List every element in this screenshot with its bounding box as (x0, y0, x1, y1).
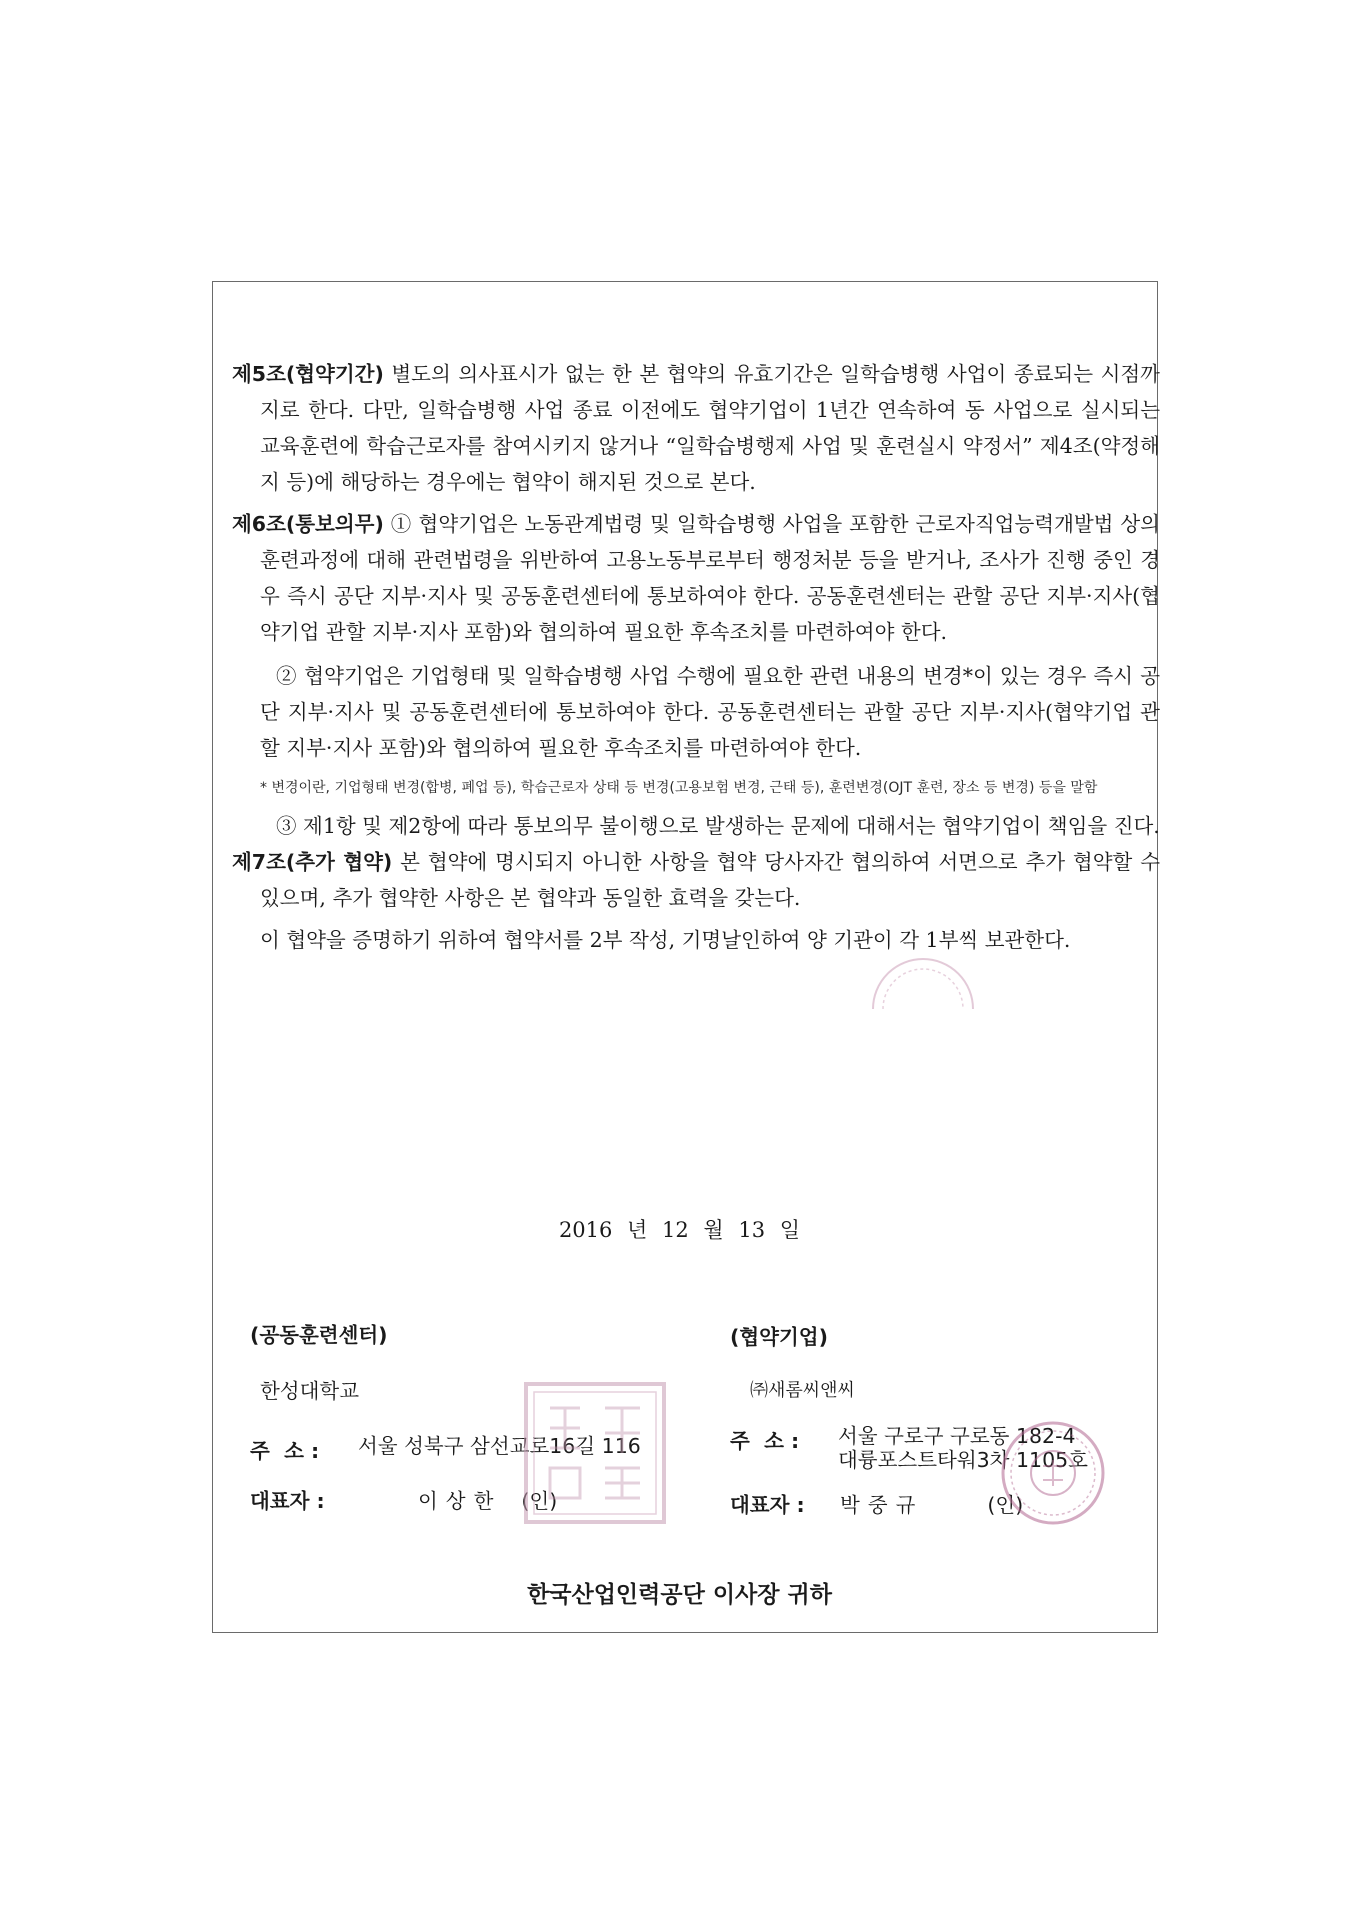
article-6-clause-1: ① 협약기업은 노동관계법령 및 일학습병행 사업을 포함한 근로자직업능력개발법 상의 훈련과정에 대해 관련법령을 위반하여 고용노동부로부터 행정처분 등을 받거나, 조사가 진행 중인 경우 즉시 공단 지부·지사 및 공동훈련센터에 통보하여야 한다. 공동훈련센터는 관할 공단 지부·지사(협약기업 관할 지부·지사 포함)와 협의하여 필요한 후속조치를 마련하여야 한다. (260, 512, 1160, 644)
agreement-body (232, 356, 1160, 958)
party-left-seal-mark: (인) (521, 1489, 558, 1513)
article-7-body: 본 협약에 명시되지 아니한 사항을 협약 당사자간 협의하여 서면으로 추가 협약할 수 있으며, 추가 협약한 사항은 본 협약과 동일한 효력을 갖는다. (260, 850, 1160, 910)
article-7-title: 제7조(추가 협약) (232, 850, 393, 874)
article-6-clause-3: ③ 제1항 및 제2항에 따라 통보의무 불이행으로 발생하는 문제에 대해서는 협약기업이 책임을 진다. (276, 814, 1160, 838)
party-left-heading: (공동훈련센터) (250, 1323, 388, 1347)
party-right-name: ㈜새롬씨앤씨 (750, 1380, 855, 1401)
party-left-address: 서울 성북구 삼선교로16길 116 (358, 1434, 641, 1458)
closing-statement: 이 협약을 증명하기 위하여 협약서를 2부 작성, 기명날인하여 양 기관이 각 1부씩 보관한다. (260, 928, 1071, 952)
party-left-name: 한성대학교 (260, 1379, 360, 1403)
article-5 (232, 356, 1160, 500)
party-left-address-label: 주 소 : (250, 1439, 320, 1463)
article-7 (232, 844, 1160, 916)
left-square-seal (520, 1378, 670, 1528)
party-left-rep-name: 이상한 (418, 1489, 502, 1513)
party-right-address-line-1: 서울 구로구 구로동 182-4 (838, 1424, 1076, 1448)
addressee: 한국산업인력공단 이사장 귀하 (527, 1582, 832, 1608)
party-right-seal-mark: (인) (987, 1493, 1024, 1517)
article-6 (232, 506, 1160, 650)
party-left-rep-label: 대표자 : (250, 1489, 325, 1513)
party-right-address-line-2: 대륭포스트타워3차 1105호 (838, 1448, 1088, 1472)
article-6-footnote: * 변경이란, 기업형태 변경(합병, 폐업 등), 학습근로자 상태 등 변경(고용보험 변경, 근태 등), 훈련변경(OJT 훈련, 장소 등 변경) 등을 말함 (260, 780, 1098, 796)
right-round-seal (998, 1418, 1108, 1528)
party-right-heading: (협약기업) (730, 1325, 828, 1349)
faint-seal-mark (868, 954, 978, 1014)
article-6-clause-2: ② 협약기업은 기업형태 및 일학습병행 사업 수행에 필요한 관련 내용의 변경*이 있는 경우 즉시 공단 지부·지사 및 공동훈련센터에 통보하여야 한다. 공동훈련센터는 관할 공단 지부·지사(협약기업 관할 지부·지사 포함)와 협의하여 필요한 후속조치를 마련하여야 한다. (260, 664, 1160, 760)
article-5-body: 별도의 의사표시가 없는 한 본 협약의 유효기간은 일학습병행 사업이 종료되는 시점까지로 한다. 다만, 일학습병행 사업 종료 이전에도 협약기업이 1년간 연속하여 동 사업으로 실시되는 교육훈련에 학습근로자를 참여시키지 않거나 “일학습병행제 사업 및 훈련실시 약정서” 제4조(약정해지 등)에 해당하는 경우에는 협약이 해지된 것으로 본다. (260, 362, 1160, 494)
party-right-rep-name: 박중규 (840, 1493, 924, 1517)
party-right-address-label: 주 소 : (730, 1429, 800, 1453)
article-6-title: 제6조(통보의무) (232, 512, 384, 536)
party-right-rep-label: 대표자 : (730, 1493, 805, 1517)
article-5-title: 제5조(협약기간) (232, 362, 384, 386)
agreement-date: 2016 년 12 월 13 일 (558, 1218, 801, 1242)
